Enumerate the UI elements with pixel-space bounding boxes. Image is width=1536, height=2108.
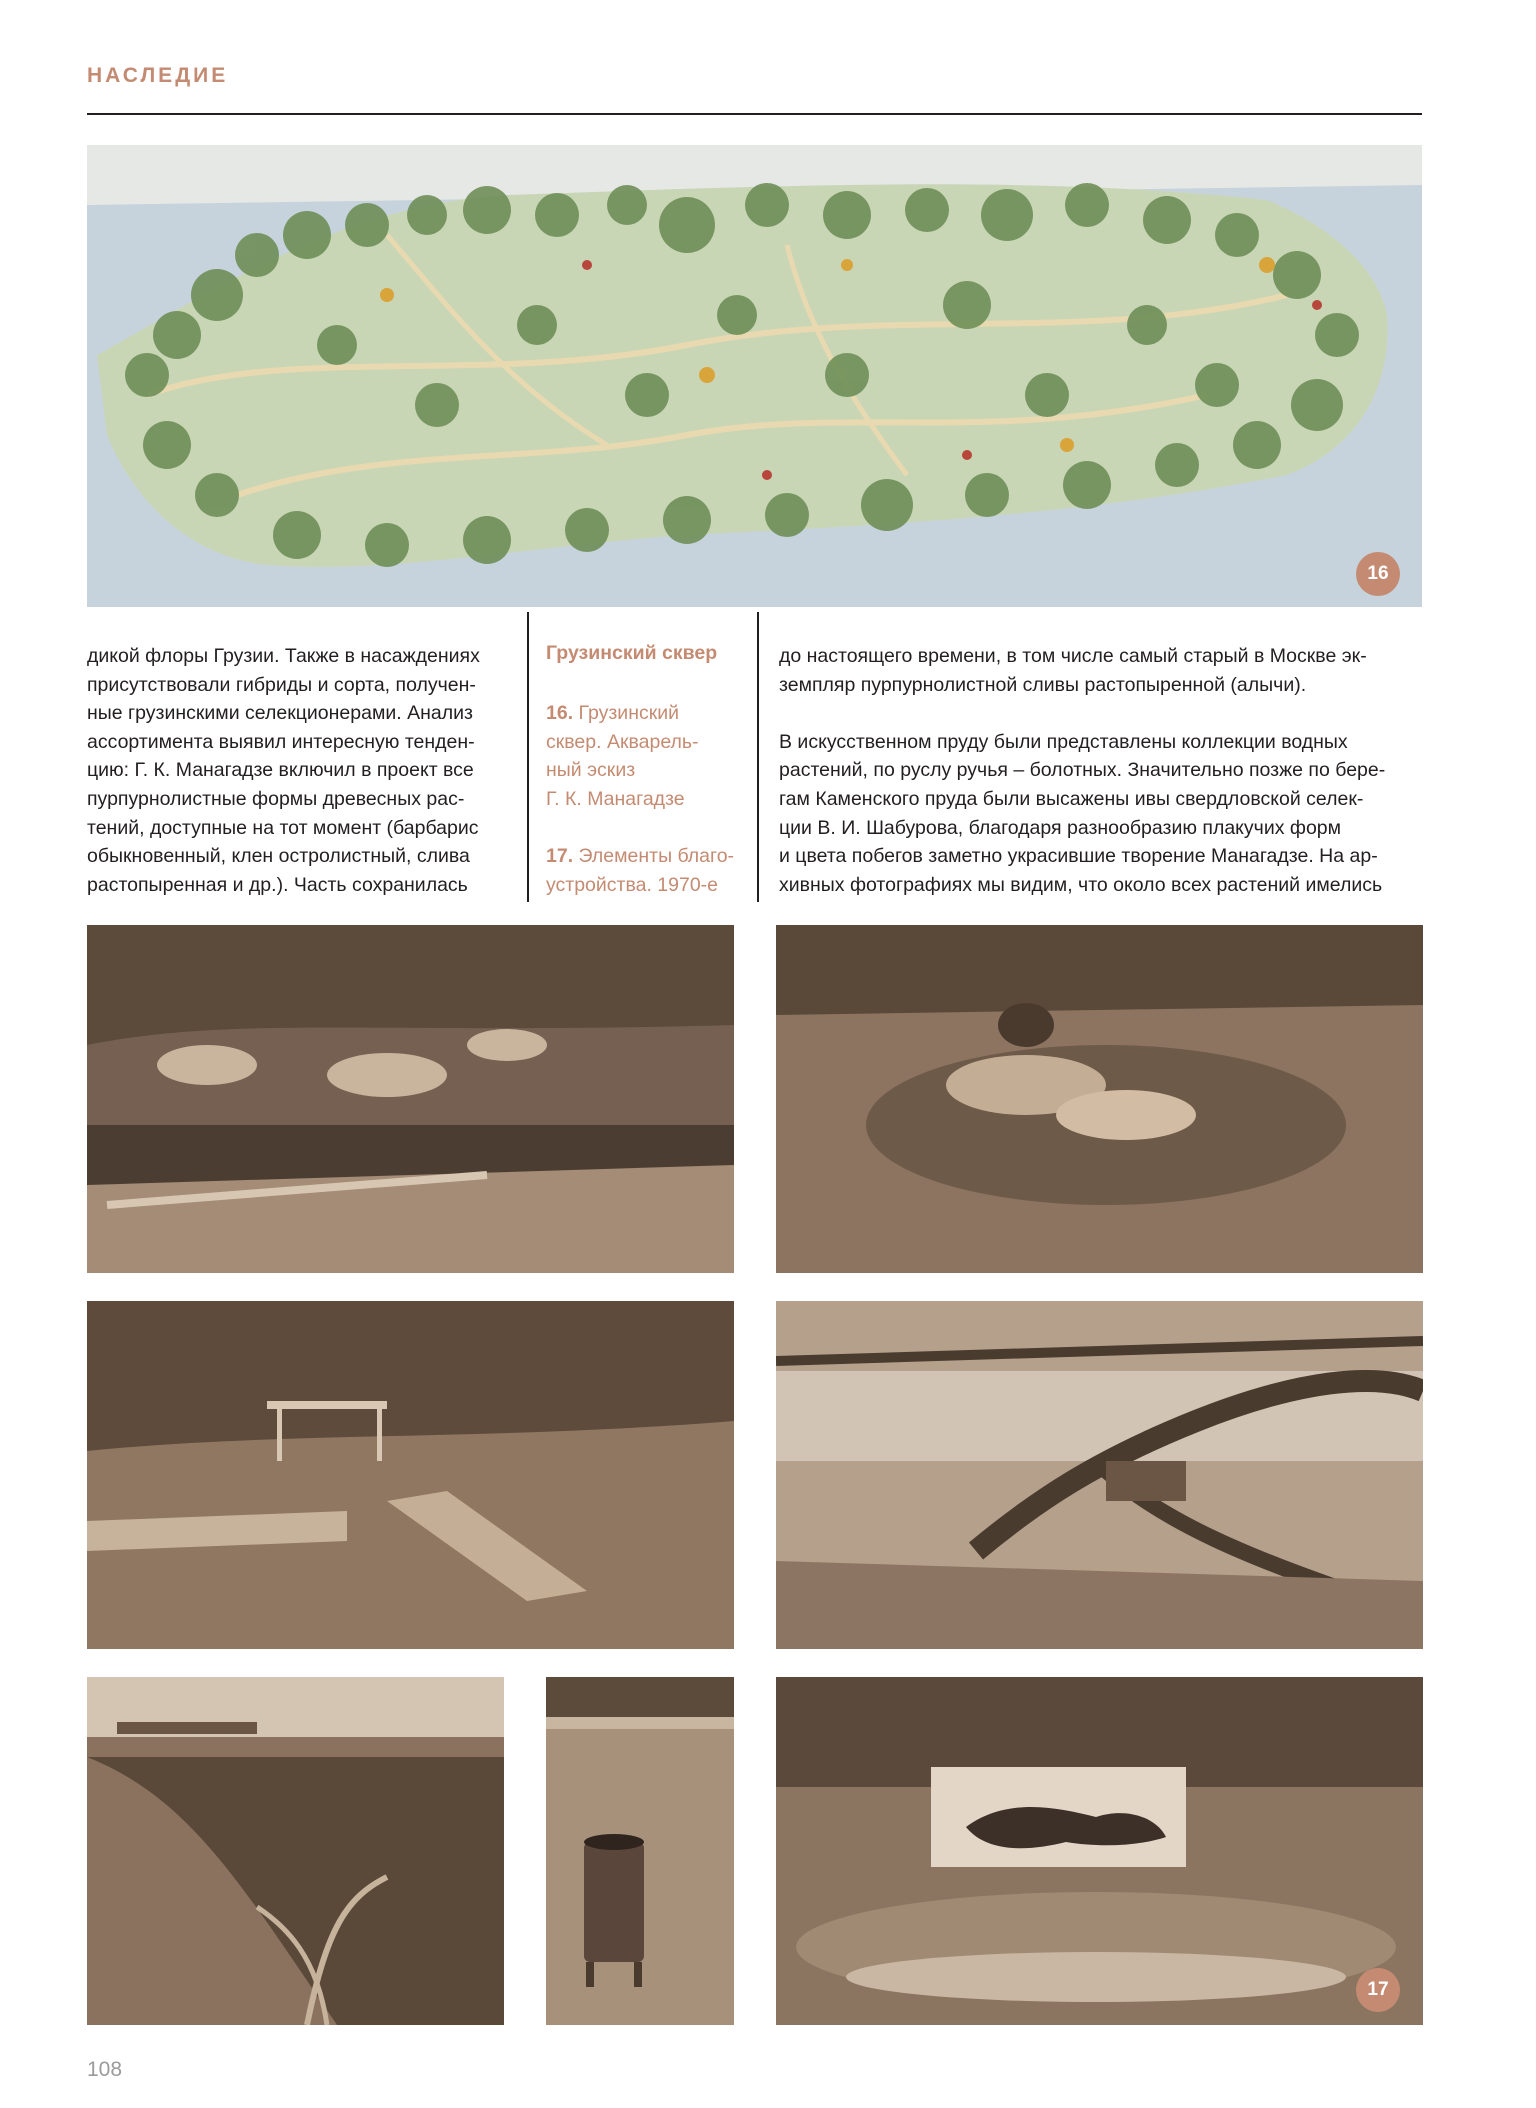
sidebar-heading: Грузинский сквер [546,642,718,664]
column-divider-right [757,612,759,902]
watercolor-park-plan-image [87,145,1422,607]
paragraph-gap [779,699,1429,728]
right-line: и цвета побегов заметно украсившие творение Манагадзе. На ар- [779,845,1378,868]
caption-line: сквер. Акварель- [546,730,699,753]
column-divider-left [527,612,529,902]
section-title: НАСЛЕДИЕ [87,64,229,87]
right-line: гам Каменского пруда были высажены ивы свердловской селек- [779,787,1364,810]
figure-16-badge: 16 [1356,552,1400,596]
caption-17-text: Элементы благо- [578,845,735,867]
header-rule [87,113,1422,115]
right-line: ции В. И. Шабурова, благодаря разнообразию плакучих форм [779,816,1342,839]
page-number: 108 [87,2058,123,2081]
caption-16 [546,699,746,813]
caption-16-text: Грузинский [578,702,680,724]
caption-line: Г. К. Манагадзе [546,787,685,810]
left-line: ассортимента выявил интересную тенден- [87,730,475,753]
right-line: земпляр пурпурнолистной сливы растопыренной (алычи). [779,673,1307,696]
figure-17-badge: 17 [1356,1968,1400,2012]
stream-bridge-photo [87,1677,504,2025]
right-line: В искусственном пруду были представлены коллекции водных [779,730,1348,753]
caption-line: устройства. 1970-е [546,873,719,896]
right-line: до настоящего времени, в том числе самый старый в Москве эк- [779,645,1367,667]
left-line: цию: Г. К. Манагадзе включил в проект все [87,759,474,782]
caption-17-number: 17. [546,845,574,867]
caption-16-number: 16. [546,702,574,724]
left-line: тений, доступные на тот момент (барбарис [87,816,479,839]
caption-line: ный эскиз [546,759,636,782]
urn-photo [546,1677,734,2025]
caption-17 [546,842,746,899]
caption-line [546,699,746,728]
left-text-column [87,642,517,899]
tree-bench-photo [776,1301,1423,1649]
left-line: пурпурнолистные формы древесных рас- [87,787,465,810]
panther-relief-photo [776,1677,1423,2025]
left-line: ные грузинскими селекционерами. Анализ [87,702,473,725]
right-line: растений, по руслу ручья – болотных. Значительно позже по бере- [779,759,1386,782]
caption-line [546,842,746,871]
right-text-column [779,642,1429,899]
left-line: дикой флоры Грузии. Также в насаждениях [87,645,480,667]
rock-garden-jar-photo [776,925,1423,1273]
left-line: растопыренная и др.). Часть сохранилась [87,873,468,896]
garden-pergola-photo [87,1301,734,1649]
right-line: хивных фотографиях мы видим, что около всех растений имелись [779,873,1383,896]
left-line: обыкновенный, клен остролистный, слива [87,845,470,868]
pond-rockery-photo [87,925,734,1273]
left-line: присутствовали гибриды и сорта, получен- [87,673,476,696]
